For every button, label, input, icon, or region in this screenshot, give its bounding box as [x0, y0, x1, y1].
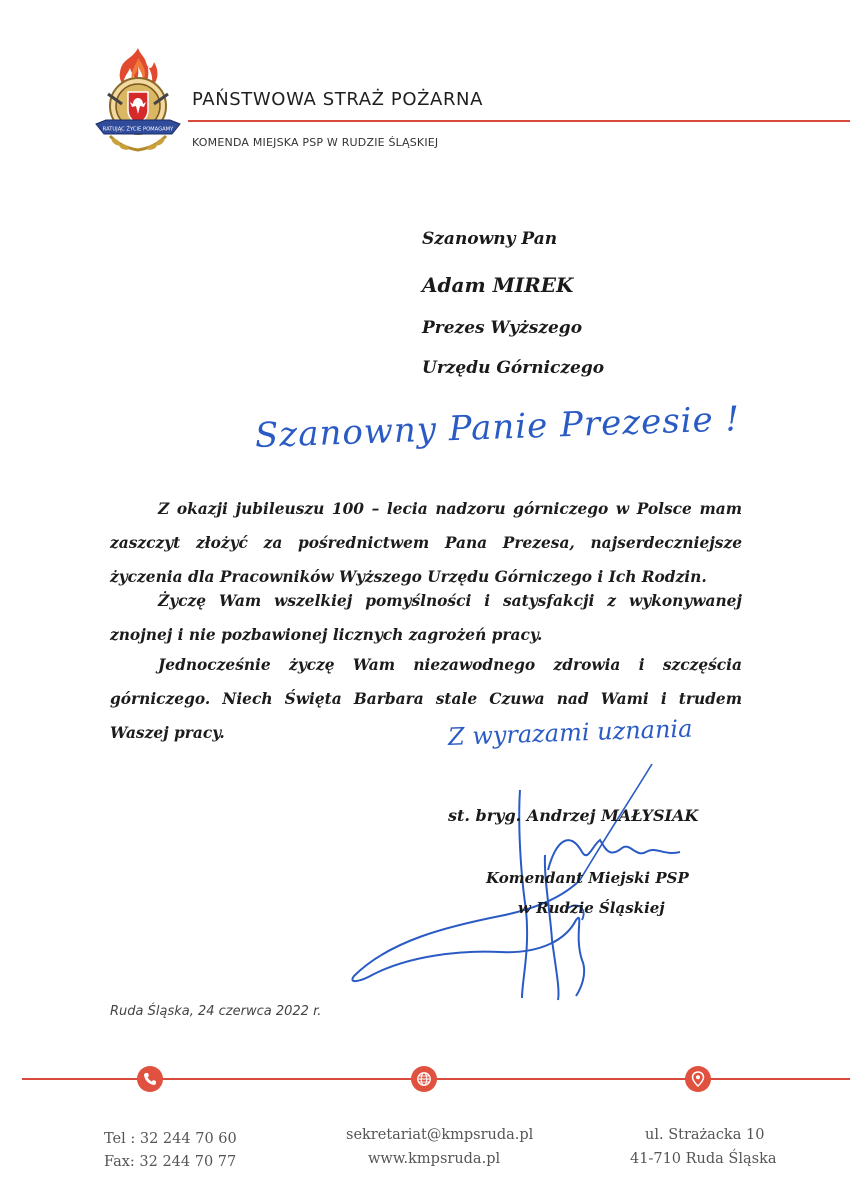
signatory-city: w Rudzie Śląskiej: [518, 899, 665, 917]
body-paragraph-2: Życzę Wam wszelkiej pomyślności i satysfakcji z wykonywanej znojnej i nie pozbawionej licznych zagrożeń pracy.: [110, 592, 742, 644]
footer-website-link[interactable]: www.kmpsruda.pl: [368, 1151, 501, 1167]
addressee-office: Urzędu Górniczego: [422, 358, 605, 378]
body-paragraph-3: Jednocześnie życzę Wam niezawodnego zdrowia i szczęścia górniczego. Niech Święta Barbara stale Czuwa nad Wami i trudem Waszej pracy.: [110, 656, 742, 742]
footer-street-address: ul. Strażacka 10: [645, 1127, 765, 1143]
addressee-greeting: Szanowny Pan: [422, 229, 558, 249]
unit-subtitle: KOMENDA MIEJSKA PSP W RUDZIE ŚLĄSKIEJ: [192, 136, 439, 149]
location-pin-icon: [685, 1066, 711, 1092]
footer-fax: Fax: 32 244 70 77: [104, 1154, 237, 1170]
globe-icon: [411, 1066, 437, 1092]
phone-icon: [137, 1066, 163, 1092]
footer-email-link[interactable]: sekretariat@kmpsruda.pl: [346, 1127, 534, 1143]
psp-fire-service-emblem-icon: [92, 44, 184, 156]
organization-title: PAŃSTWOWA STRAŻ POŻARNA: [192, 89, 484, 110]
letter-date: Ruda Śląska, 24 czerwca 2022 r.: [110, 1004, 322, 1019]
svg-text:RATUJĄC ŻYCIE POMAGAMY: RATUJĄC ŻYCIE POMAGAMY: [102, 126, 174, 133]
handwritten-salutation: Szanowny Panie Prezesie !: [254, 399, 741, 456]
body-paragraph-1: Z okazji jubileuszu 100 – lecia nadzoru górniczego w Polsce mam zaszczyt złożyć za pośrednictwem Pana Prezesa, najserdeczniejsze życzenia dla Pracowników Wyższego Urzędu Górniczego i Ich Rodzin.: [110, 500, 742, 586]
signatory-name: st. bryg. Andrzej MAŁYSIAK: [448, 806, 699, 825]
addressee-name: Adam MIREK: [422, 273, 574, 297]
footer-postal-city: 41-710 Ruda Śląska: [630, 1151, 777, 1167]
handwritten-closing: Z wyrazami uznania: [447, 714, 693, 751]
header-divider: [188, 120, 850, 122]
footer-phone: Tel : 32 244 70 60: [104, 1131, 237, 1147]
signatory-role: Komendant Miejski PSP: [486, 869, 689, 887]
psp-emblem-logo: [92, 44, 184, 156]
addressee-position: Prezes Wyższego: [422, 318, 583, 338]
